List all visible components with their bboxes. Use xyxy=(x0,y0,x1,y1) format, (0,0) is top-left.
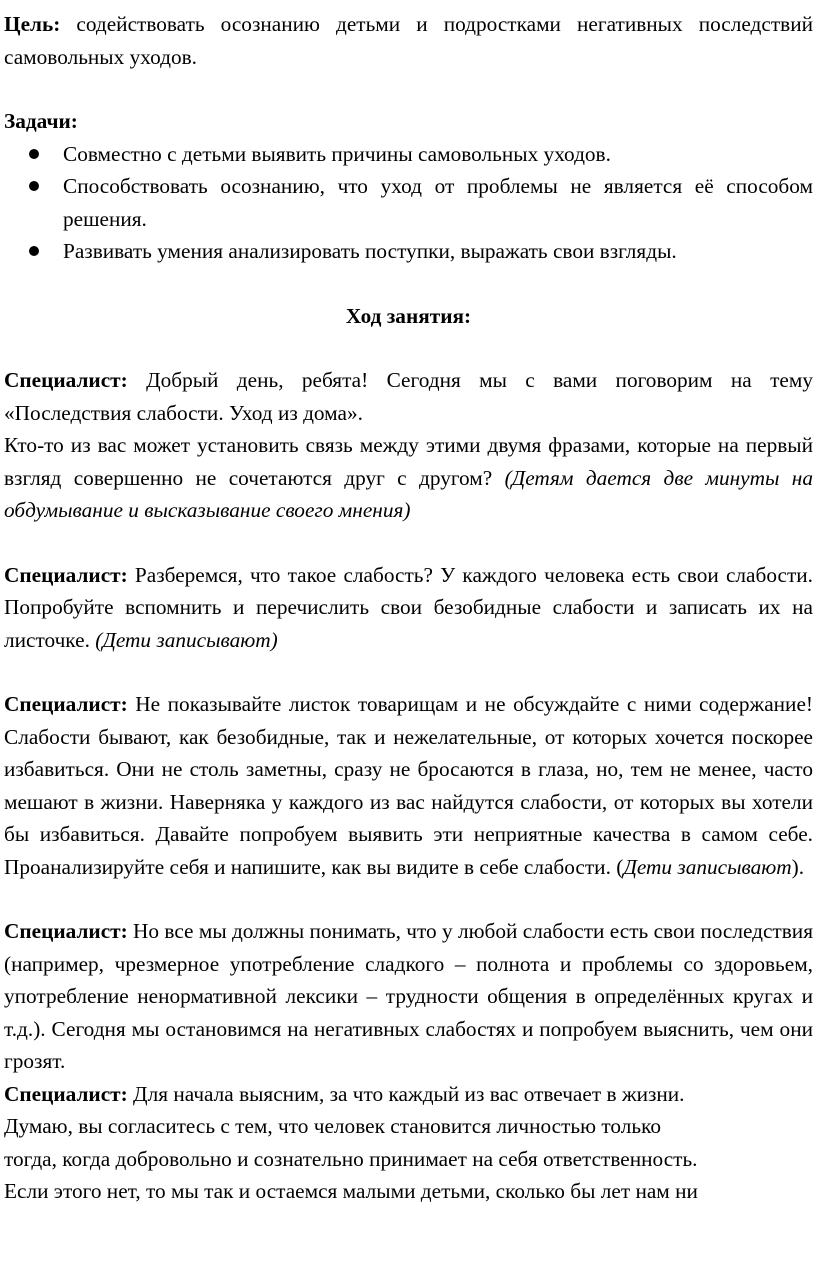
stage-note: (Дети записывают) xyxy=(95,627,278,652)
list-item xyxy=(4,235,813,268)
speaker-label: Специалист: xyxy=(4,562,128,587)
bullet-icon xyxy=(29,181,39,191)
speaker-paragraph-4 xyxy=(4,915,813,1078)
stage-note: Дети записывают xyxy=(623,854,792,879)
goal-text: содействовать осознанию детьми и подростками негативных последствий самовольных уходов. xyxy=(4,12,813,69)
text-line: тогда, когда добровольно и сознательно принимает на себя ответственность. xyxy=(4,1146,698,1171)
list-item xyxy=(4,138,813,171)
speaker-label: Специалист: xyxy=(4,368,128,392)
paragraph-5-continued xyxy=(4,1110,813,1208)
tasks-list xyxy=(4,138,813,268)
text-line: Думаю, вы согласитесь с тем, что человек становится личностью только xyxy=(4,1114,662,1138)
speaker-label: Специалист: xyxy=(4,1081,128,1106)
task-text: Совместно с детьми выявить причины самовольных уходов. xyxy=(63,141,611,166)
paragraph-1b xyxy=(4,429,813,527)
goal-label: Цель: xyxy=(4,12,61,36)
tasks-label: Задачи: xyxy=(4,109,78,133)
paragraph-text-end: ). xyxy=(791,854,805,879)
bullet-icon xyxy=(29,246,39,256)
goal-paragraph xyxy=(4,8,813,73)
paragraph-text: Кто-то из вас может установить связь между этими двумя фразами, которые на первый взгляд совершенно не сочетаются друг с другом? xyxy=(4,433,813,490)
paragraph-text: Не показывайте листок товарищам и не обсуждайте с ними содержание! Слабости бывают, как безобидные, так и нежелательные, от которых хочется поскорее избавиться. Они не столь заметны, сразу не бросаются в глаза, но, тем не менее, часто мешают в жизни. Наверняка у каждого из вас найдутся слабости, от которых вы хотели бы избавиться. Давайте попробуем выявить эти неприятные качества в самом себе. Проанализируйте себя и напишите, как вы видите в себе слабости. ( xyxy=(4,692,813,879)
task-text: Развивать умения анализировать поступки, выражать свои взгляды. xyxy=(63,239,677,263)
speaker-paragraph-1 xyxy=(4,364,813,429)
speaker-paragraph-3 xyxy=(4,688,813,883)
spacer xyxy=(4,883,813,915)
list-item xyxy=(4,170,813,235)
spacer xyxy=(4,527,813,559)
spacer xyxy=(4,332,813,364)
paragraph-text: Добрый день, ребята! Сегодня мы с вами поговорим на тему «Последствия слабости. Уход из дома». xyxy=(4,368,813,425)
spacer xyxy=(4,656,813,688)
speaker-label: Специалист: xyxy=(4,692,128,716)
stage-note: (Детям дается две минуты на обдумывание и высказывание своего мнения) xyxy=(4,465,814,522)
spacer xyxy=(4,268,813,300)
paragraph-text: Но все мы должны понимать, что у любой слабости есть свои последствия (например, чрезмерное употребление сладкого – полнота и проблемы со здоровьем, употребление ненормативной лексики – трудности общения в определённых кругах и т.д.). Сегодня мы остановимся на негативных слабостях и попробуем выяснить, чем они грозят. xyxy=(4,919,813,1073)
task-text: Способствовать осознанию, что уход от проблемы не является её способом решения. xyxy=(63,174,813,231)
speaker-label: Специалист: xyxy=(4,919,128,943)
course-heading xyxy=(4,300,813,333)
speaker-paragraph-2 xyxy=(4,559,813,657)
paragraph-text: Для начала выясним, за что каждый из вас отвечает в жизни. xyxy=(127,1081,685,1106)
course-heading-text: Ход занятия: xyxy=(345,303,472,328)
bullet-icon xyxy=(29,149,39,159)
paragraph-text: Разберемся, что такое слабость? У каждого человека есть свои слабости. Попробуйте вспомнить и перечислить свои безобидные слабости и записать их на листочке. xyxy=(4,562,813,652)
text-line: Если этого нет, то мы так и остаемся малыми детьми, сколько бы лет нам ни xyxy=(4,1179,698,1203)
speaker-paragraph-5 xyxy=(4,1078,813,1111)
tasks-heading xyxy=(4,105,813,138)
spacer xyxy=(4,73,813,105)
